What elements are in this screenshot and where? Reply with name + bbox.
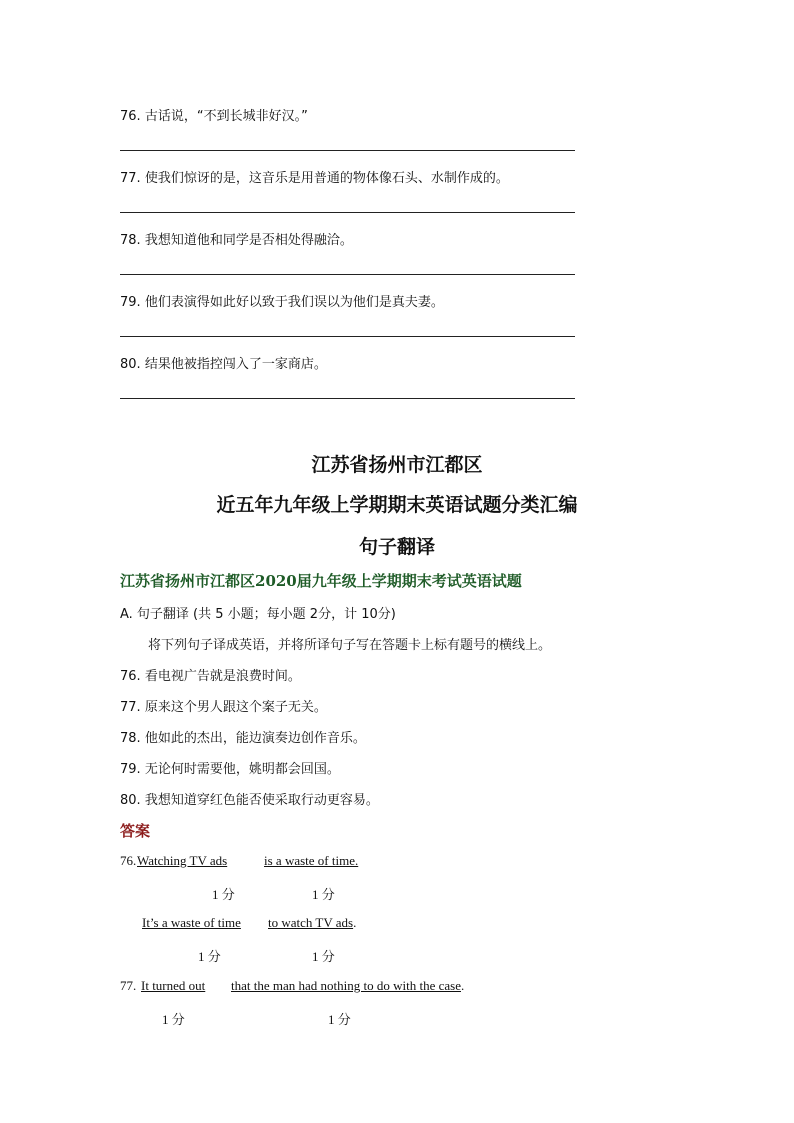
- answer-76-number: 76.: [120, 853, 137, 868]
- item-text: 我想知道他和同学是否相处得融洽。: [144, 233, 353, 248]
- page-title: 江苏省扬州市江都区: [311, 454, 483, 476]
- score-label: 1 分: [312, 887, 335, 902]
- item-text: 结果他被指控闯入了一家商店。: [144, 357, 327, 372]
- answer-line: [120, 274, 575, 275]
- question-text: 原来这个男人跟这个案子无关。: [144, 700, 327, 715]
- question-item: [120, 696, 327, 715]
- prev-item: [120, 167, 509, 186]
- instruction-text: 将下列句子译成英语，并将所译句子写在答题卡上标有题号的横线上。: [148, 638, 552, 653]
- question-number: 79.: [120, 762, 141, 777]
- answer-heading: 答案: [120, 822, 151, 840]
- answer-line: [120, 150, 575, 151]
- score-label: 1 分: [328, 1012, 351, 1027]
- prev-item: [120, 105, 308, 124]
- question-text: 我想知道穿红色能否使采取行动更容易。: [144, 793, 379, 808]
- exam-subtitle: 江苏省扬州市江都区2020届九年级上学期期末考试英语试题: [120, 572, 522, 590]
- question-item: [120, 758, 340, 777]
- answer-77-end: .: [460, 978, 465, 993]
- item-number: 78.: [120, 233, 141, 248]
- question-number: 80.: [120, 793, 141, 808]
- score-label: 1 分: [198, 949, 221, 964]
- answer-77-part2-text: that the man had nothing to do with the case: [231, 978, 461, 993]
- score-label: 1 分: [312, 949, 335, 964]
- question-item: [120, 665, 301, 684]
- page-subtitle: 近五年九年级上学期期末英语试题分类汇编: [216, 494, 578, 516]
- question-text: 他如此的杰出，能边演奏边创作音乐。: [144, 731, 366, 746]
- section-title: 句子翻译: [358, 536, 435, 558]
- score-label: 1 分: [162, 1012, 185, 1027]
- answer-77-part2: [231, 978, 464, 994]
- question-number: 78.: [120, 731, 141, 746]
- answer-line: [120, 212, 575, 213]
- item-number: 79.: [120, 295, 141, 310]
- answer-77-part1: It turned out: [141, 978, 206, 993]
- question-item: [120, 789, 379, 808]
- question-item: [120, 727, 366, 746]
- answer-76-part1: Watching TV ads: [137, 853, 228, 868]
- prev-item: [120, 353, 327, 372]
- question-text: 看电视广告就是浪费时间。: [144, 669, 301, 684]
- answer-77-number: 77.: [120, 978, 137, 993]
- part-heading: A. 句子翻译 (共 5 小题；每小题 2分，计 10分): [120, 607, 396, 622]
- item-text: 他们表演得如此好以致于我们误以为他们是真夫妻。: [144, 295, 444, 310]
- item-text: 古话说，“不到长城非好汉。”: [144, 109, 308, 124]
- answer-76-alt-part1: It’s a waste of time: [142, 915, 241, 930]
- answer-76-alt-part2-text: to watch TV ads: [268, 915, 354, 930]
- item-number: 80.: [120, 357, 141, 372]
- item-text: 使我们惊讶的是，这音乐是用普通的物体像石头、水制作成的。: [144, 171, 509, 186]
- answer-76-alt-part2: [268, 915, 356, 931]
- item-number: 76.: [120, 109, 141, 124]
- answer-76-part2: is a waste of time.: [264, 853, 359, 868]
- question-text: 无论何时需要他，姚明都会回国。: [144, 762, 340, 777]
- answer-line: [120, 336, 575, 337]
- question-number: 77.: [120, 700, 141, 715]
- question-number: 76.: [120, 669, 141, 684]
- answer-line: [120, 398, 575, 399]
- answer-76-alt-end: .: [353, 915, 357, 930]
- score-label: 1 分: [212, 887, 235, 902]
- item-number: 77.: [120, 171, 141, 186]
- prev-item: [120, 291, 444, 310]
- prev-item: [120, 229, 353, 248]
